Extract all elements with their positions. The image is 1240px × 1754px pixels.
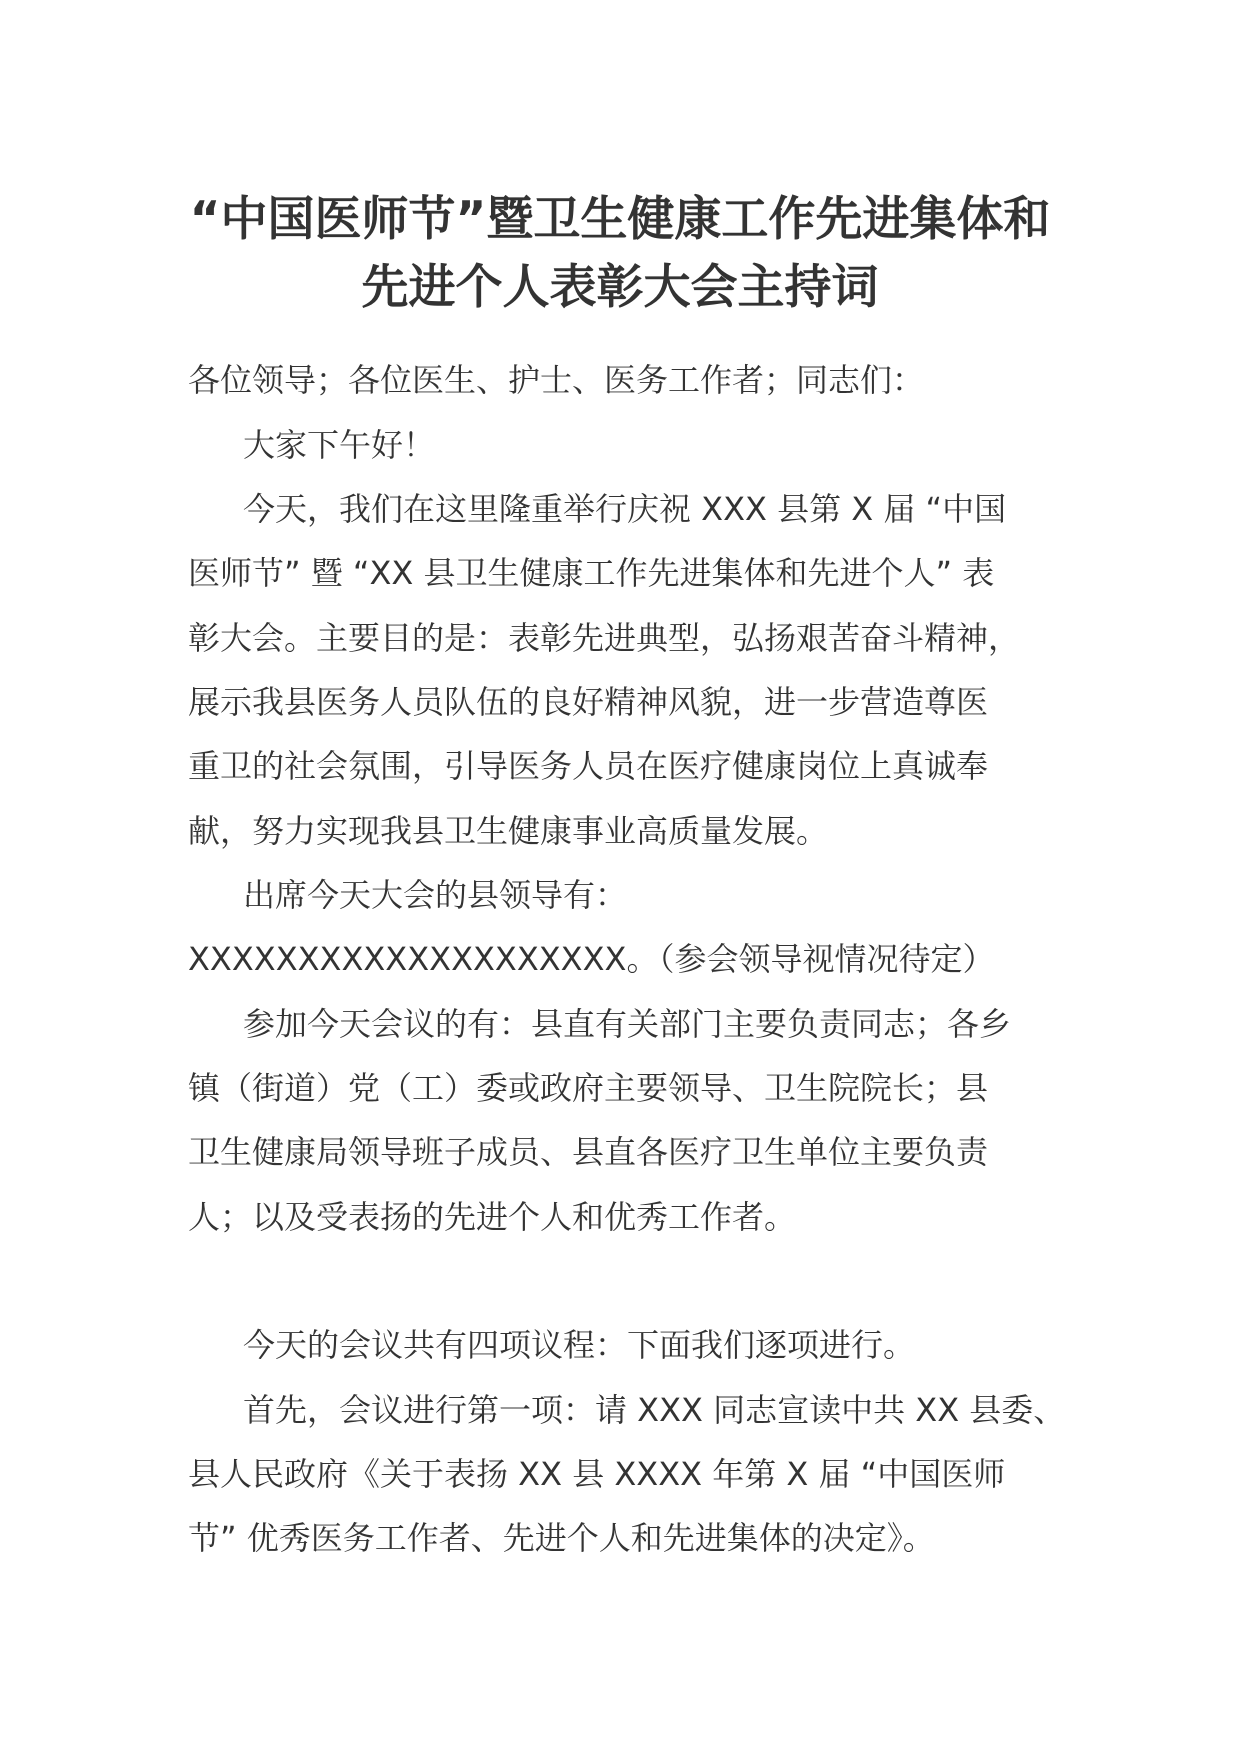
paragraph-line: 重卫的社会氛围，引导医务人员在医疗健康岗位上真诚奉 bbox=[188, 747, 989, 785]
greeting-line: 大家下午好！ bbox=[243, 426, 436, 464]
paragraph-line: 展示我县医务人员队伍的良好精神风貌，进一步营造尊医 bbox=[188, 683, 989, 721]
paragraph-line: 今天，我们在这里隆重举行庆祝 XXX 县第 X 届 “中国 bbox=[243, 490, 1007, 528]
paragraph-line: 人；以及受表扬的先进个人和优秀工作者。 bbox=[188, 1198, 797, 1236]
salutation-line: 各位领导；各位医生、护士、医务工作者；同志们： bbox=[188, 361, 925, 399]
paragraph-line: 彰大会。主要目的是：表彰先进典型，弘扬艰苦奋斗精神， bbox=[188, 619, 1021, 657]
paragraph-line: XXXXXXXXXXXXXXXXXXXX。（参会领导视情况待定） bbox=[188, 940, 995, 978]
paragraph-line: 今天的会议共有四项议程：下面我们逐项进行。 bbox=[243, 1326, 916, 1364]
document-title-line-2: 先进个人表彰大会主持词 bbox=[361, 260, 879, 315]
paragraph-line: 镇（街道）党（工）委或政府主要领导、卫生院院长；县 bbox=[188, 1069, 989, 1107]
document-title-line-1: “中国医师节”暨卫生健康工作先进集体和 bbox=[189, 192, 1051, 247]
paragraph-line: 医师节” 暨 “XX 县卫生健康工作先进集体和先进个人” 表 bbox=[188, 554, 995, 592]
paragraph-line: 节” 优秀医务工作者、先进个人和先进集体的决定》。 bbox=[188, 1519, 935, 1557]
paragraph-line: 出席今天大会的县领导有： bbox=[243, 876, 628, 914]
paragraph-line: 卫生健康局领导班子成员、县直各医疗卫生单位主要负责 bbox=[188, 1133, 989, 1171]
paragraph-line: 献，努力实现我县卫生健康事业高质量发展。 bbox=[188, 812, 829, 850]
paragraph-line: 参加今天会议的有：县直有关部门主要负责同志；各乡 bbox=[243, 1005, 1012, 1043]
paragraph-line: 首先，会议进行第一项：请 XXX 同志宣读中共 XX 县委、 bbox=[243, 1391, 1066, 1429]
paragraph-line: 县人民政府《关于表扬 XX 县 XXXX 年第 X 届 “中国医师 bbox=[188, 1455, 1006, 1493]
